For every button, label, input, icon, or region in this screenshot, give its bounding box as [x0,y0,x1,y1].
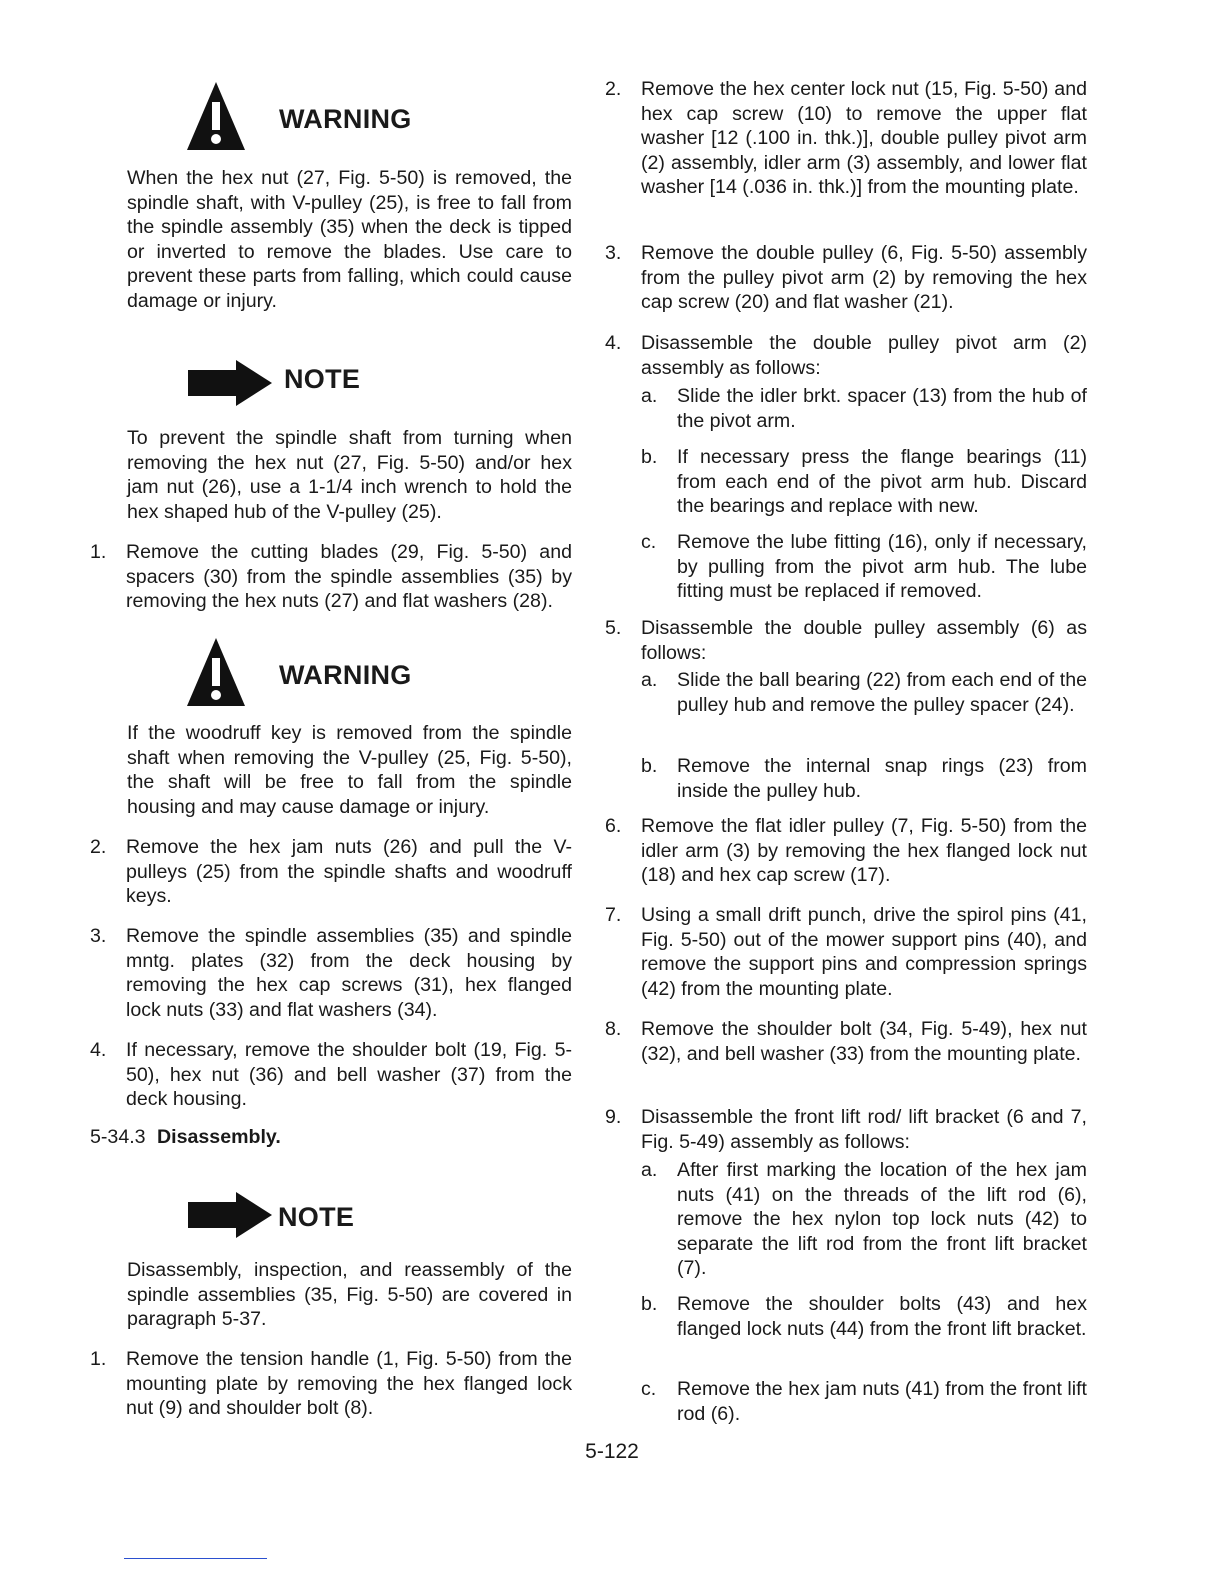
step-item [605,1017,1087,1066]
section-title: Disassembly. [157,1126,281,1148]
arrow-right-icon [188,1192,272,1242]
step-text: Remove the hex center lock nut (15, Fig. 5-50) and hex cap screw (10) to remove the upper flat washer [12 (.100 in. thk.)], double pulley pivot arm (2) assembly, idler arm (3) assembly, and lower flat washer [14 (.036 in. thk.)] from the mounting plate. [641,78,1087,199]
step-text: Remove the cutting blades (29, Fig. 5-50) and spacers (30) from the spindle assemblies (35) by removing the hex nuts (27) and flat washers (28). [126,541,572,613]
warning-triangle-icon [185,636,247,708]
note-header-2 [188,1190,488,1260]
step-text: Disassemble the front lift rod/ lift bracket (6 and 7, Fig. 5-49) assembly as follows: [641,1106,1087,1153]
note-label: NOTE [284,364,361,394]
note-label: NOTE [278,1202,355,1232]
step-number: 1. [90,1348,107,1370]
step-text: Disassemble the double pulley pivot arm (2) assembly as follows: [641,332,1087,379]
step-text: Remove the shoulder bolt (34, Fig. 5-49), hex nut (32), and bell washer (33) from the mounting plate. [641,1018,1087,1065]
note-header-1 [188,358,488,428]
step-item [605,241,1087,315]
sub-step-item [641,1377,1087,1426]
step-item [605,616,1087,665]
warning-text: If the woodruff key is removed from the spindle shaft when removing the V-pulley (25, Fig. 5-50), the shaft will be free to fall from the spindle housing and may cause damage or injury. [127,722,572,818]
step-number: 3. [605,242,622,264]
sub-step-item [641,384,1087,433]
note-text: To prevent the spindle shaft from turning when removing the hex nut (27, Fig. 5-50) and/or hex jam nut (26), use a 1-1/4 inch wrench to hold the hex shaped hub of the V-pulley (25). [127,427,572,523]
step-item [90,540,572,614]
step-number: 2. [90,836,107,858]
sub-step-item [641,445,1087,519]
step-number: 4. [90,1039,107,1061]
step-item [605,1105,1087,1154]
step-text: Remove the flat idler pulley (7, Fig. 5-50) from the idler arm (3) by removing the hex flanged lock nut (18) and hex cap screw (17). [641,815,1087,887]
section-heading [90,1126,281,1149]
sub-step-text: Remove the hex jam nuts (41) from the front lift rod (6). [677,1378,1087,1425]
sub-step-item [641,754,1087,803]
sub-step-text: Slide the ball bearing (22) from each end of the pulley hub and remove the pulley spacer (24). [677,669,1087,716]
step-number: 4. [605,332,622,354]
warning-label: WARNING [279,660,412,690]
step-item [90,924,572,1022]
step-text: Remove the hex jam nuts (26) and pull the V-pulleys (25) from the spindle shafts and woodruff keys. [126,836,572,908]
sub-step-text: Remove the internal snap rings (23) from inside the pulley hub. [677,755,1087,802]
sub-step-letter: c. [641,531,657,553]
warning-label: WARNING [279,104,412,134]
sub-step-letter: b. [641,755,658,777]
step-text: Disassemble the double pulley assembly (6) as follows: [641,617,1087,664]
warning-text: When the hex nut (27, Fig. 5-50) is removed, the spindle shaft, with V-pulley (25), is free to fall from the spindle assembly (35) when the deck is tipped or inverted to remove the blades. Use care to prevent these parts from falling, which could cause damage or injury. [127,167,572,312]
sub-step-letter: a. [641,385,658,407]
sub-step-letter: a. [641,669,658,691]
step-number: 7. [605,904,622,926]
sub-step-letter: b. [641,446,658,468]
sub-step-item [641,1158,1087,1281]
step-number: 6. [605,815,622,837]
step-number: 1. [90,541,107,563]
step-number: 5. [605,617,622,639]
step-number: 9. [605,1106,622,1128]
sub-step-item [641,668,1087,717]
sub-step-text: If necessary press the flange bearings (11) from each end of the pivot arm hub. Discard the bearings and replace with new. [677,446,1087,518]
sub-step-text: Slide the idler brkt. spacer (13) from the hub of the pivot arm. [677,385,1087,432]
section-number: 5-34.3 [90,1126,146,1148]
step-item [605,77,1087,200]
warning-triangle-icon [185,80,247,152]
step-item [605,331,1087,380]
step-text: Remove the spindle assemblies (35) and spindle mntg. plates (32) from the deck housing by removing the hex cap screws (31), hex flanged lock nuts (33) and flat washers (34). [126,925,572,1021]
sub-step-letter: c. [641,1378,657,1400]
step-text: Remove the double pulley (6, Fig. 5-50) assembly from the pulley pivot arm (2) by removing the hex cap screw (20) and flat washer (21). [641,242,1087,314]
sub-step-item [641,1292,1087,1341]
page-number: 5-122 [585,1440,639,1463]
step-item [90,1038,572,1112]
step-text: Using a small drift punch, drive the spirol pins (41, Fig. 5-50) out of the mower support pins (40), and remove the support pins and compression springs (42) from the mounting plate. [641,904,1087,1000]
step-number: 8. [605,1018,622,1040]
sub-step-text: Remove the lube fitting (16), only if necessary, by pulling from the pivot arm hub. The lube fitting must be replaced if removed. [677,531,1087,603]
step-number: 2. [605,78,622,100]
step-item [605,814,1087,888]
sub-step-letter: b. [641,1293,658,1315]
step-text: Remove the tension handle (1, Fig. 5-50) from the mounting plate by removing the hex flanged lock nut (9) and shoulder bolt (8). [126,1348,572,1420]
warning-header-2 [185,636,485,706]
sub-step-text: Remove the shoulder bolts (43) and hex flanged lock nuts (44) from the front lift bracket. [677,1293,1087,1340]
step-item [90,1347,572,1421]
step-text: If necessary, remove the shoulder bolt (19, Fig. 5-50), hex nut (36) and bell washer (37) from the deck housing. [126,1039,572,1111]
step-item [90,835,572,909]
sub-step-item [641,530,1087,604]
step-number: 3. [90,925,107,947]
arrow-right-icon [188,360,272,410]
sub-step-letter: a. [641,1159,658,1181]
warning-header-1 [185,80,485,150]
step-item [605,903,1087,1001]
sub-step-text: After first marking the location of the hex jam nuts (41) on the threads of the lift rod (6), remove the hex nylon top lock nuts (42) to separate the lift rod from the front lift bracket (7). [677,1159,1087,1280]
footer-rule [124,1558,267,1559]
note-text: Disassembly, inspection, and reassembly of the spindle assemblies (35, Fig. 5-50) are covered in paragraph 5-37. [127,1259,572,1331]
